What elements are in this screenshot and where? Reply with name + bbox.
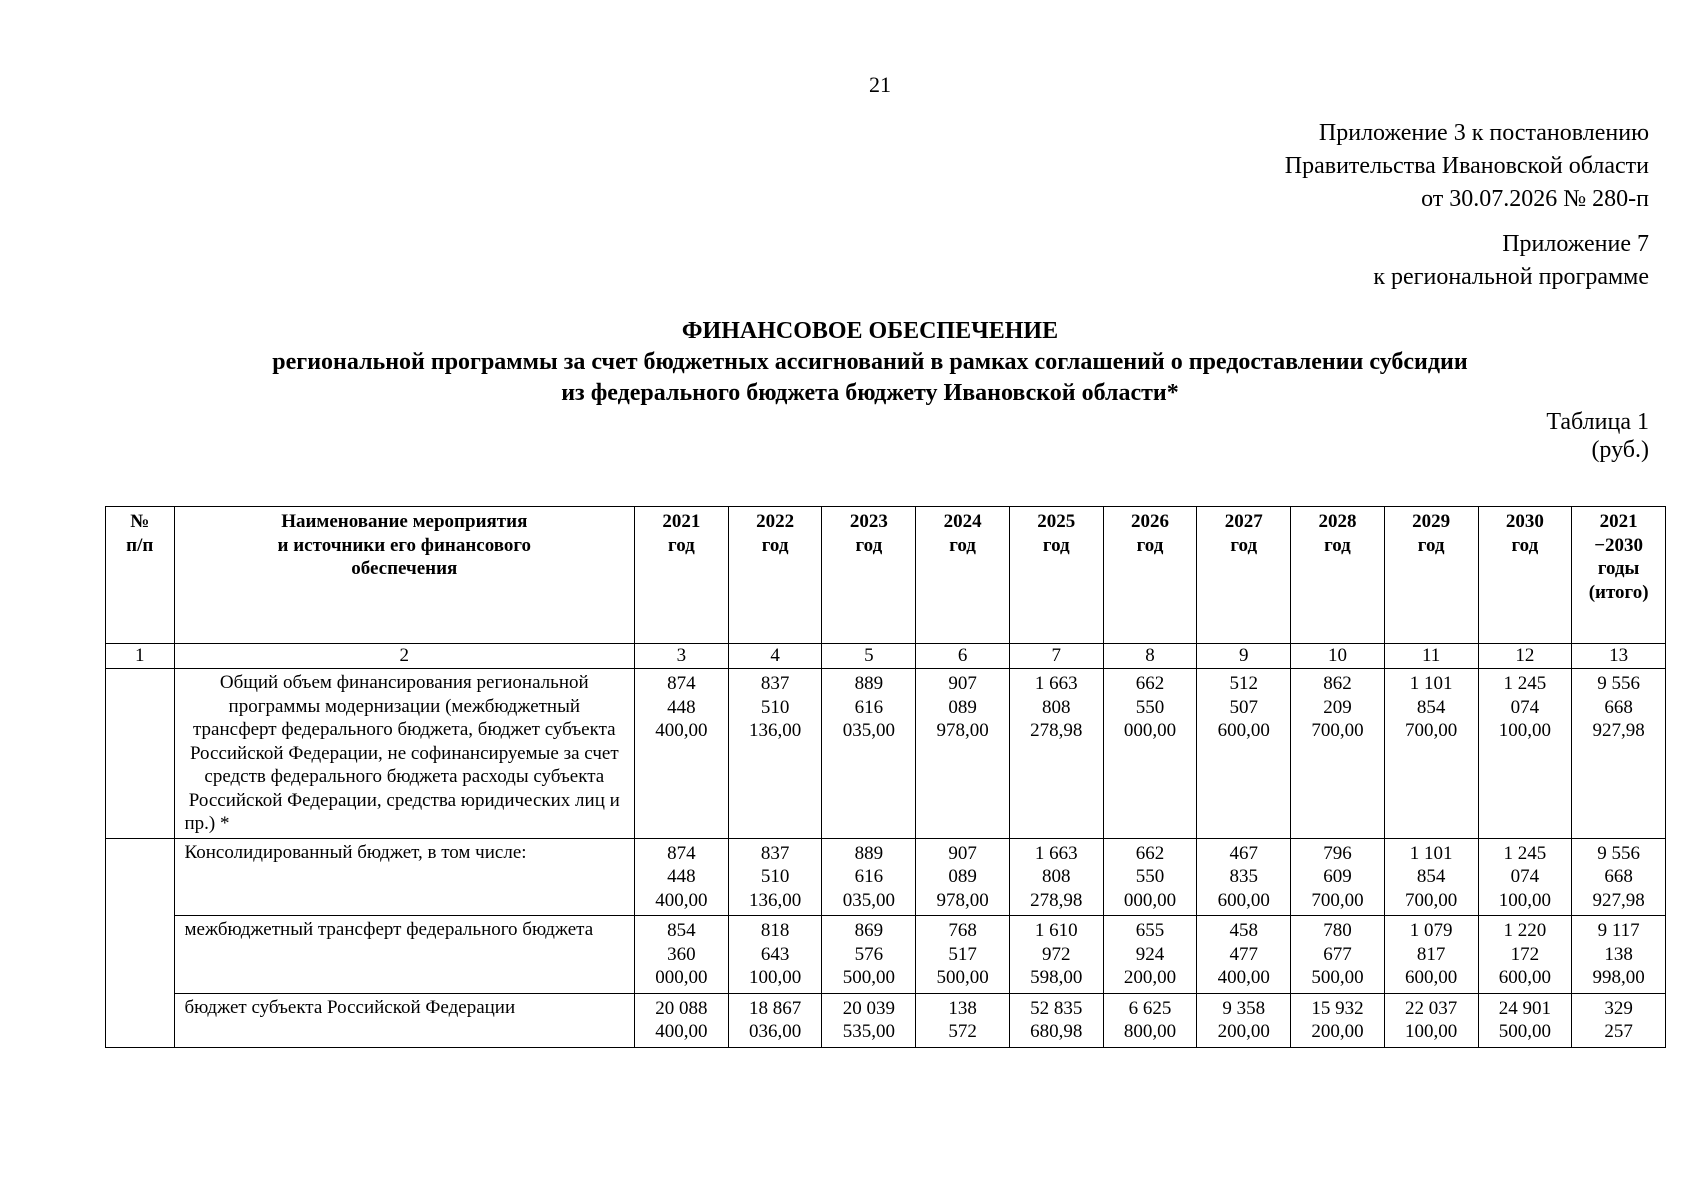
value-cell: 837 510 136,00 bbox=[728, 838, 822, 916]
value-cell: 818 643 100,00 bbox=[728, 916, 822, 994]
header-cell: 2025 год bbox=[1009, 507, 1103, 644]
header-cell: 2021 год bbox=[635, 507, 729, 644]
value-cell: 22 037 100,00 bbox=[1384, 993, 1478, 1047]
document-title bbox=[100, 316, 1640, 409]
header-cell: 2024 год bbox=[916, 507, 1010, 644]
row-number-cell bbox=[106, 838, 175, 1047]
value-cell: 854 360 000,00 bbox=[635, 916, 729, 994]
header-cell: 2030 год bbox=[1478, 507, 1572, 644]
value-cell: 138 572 bbox=[916, 993, 1010, 1047]
column-number-cell: 9 bbox=[1197, 644, 1291, 669]
table-row bbox=[106, 669, 1666, 839]
value-cell: 862 209 700,00 bbox=[1291, 669, 1385, 839]
value-cell: 662 550 000,00 bbox=[1103, 669, 1197, 839]
annex-3-reference bbox=[1285, 117, 1649, 216]
annex-7-line-2: к региональной программе bbox=[1373, 264, 1649, 290]
value-cell: 1 079 817 600,00 bbox=[1384, 916, 1478, 994]
column-number-cell: 11 bbox=[1384, 644, 1478, 669]
row-name-cell: межбюджетный трансферт федерального бюджета bbox=[174, 916, 635, 994]
column-number-row bbox=[106, 644, 1666, 669]
value-cell: 874 448 400,00 bbox=[635, 838, 729, 916]
table-units: (руб.) bbox=[1591, 437, 1649, 463]
row-name-cell: Общий объем финансирования региональной программы модернизации (межбюджетный трансферт федерального бюджета, бюджет субъекта Российской Федерации, не софинансируемые за счет средств федерального бюджета расходы субъекта Российской Федерации, средства юридических лиц и пр.) * bbox=[174, 669, 635, 839]
header-cell: № п/п bbox=[106, 507, 175, 644]
value-cell: 458 477 400,00 bbox=[1197, 916, 1291, 994]
value-cell: 1 220 172 600,00 bbox=[1478, 916, 1572, 994]
value-cell: 15 932 200,00 bbox=[1291, 993, 1385, 1047]
value-cell: 889 616 035,00 bbox=[822, 669, 916, 839]
value-cell: 869 576 500,00 bbox=[822, 916, 916, 994]
header-cell: 2029 год bbox=[1384, 507, 1478, 644]
value-cell: 9 556 668 927,98 bbox=[1572, 669, 1666, 839]
column-number-cell: 7 bbox=[1009, 644, 1103, 669]
value-cell: 796 609 700,00 bbox=[1291, 838, 1385, 916]
table-number: Таблица 1 bbox=[1546, 409, 1649, 435]
value-cell: 18 867 036,00 bbox=[728, 993, 822, 1047]
value-cell: 9 117 138 998,00 bbox=[1572, 916, 1666, 994]
header-cell: 2027 год bbox=[1197, 507, 1291, 644]
value-cell: 655 924 200,00 bbox=[1103, 916, 1197, 994]
column-number-cell: 1 bbox=[106, 644, 175, 669]
title-line-2: региональной программы за счет бюджетных ассигнований в рамках соглашений о предоставлении субсидии bbox=[272, 349, 1468, 375]
value-cell: 874 448 400,00 bbox=[635, 669, 729, 839]
header-cell: 2028 год bbox=[1291, 507, 1385, 644]
value-cell: 768 517 500,00 bbox=[916, 916, 1010, 994]
column-number-cell: 4 bbox=[728, 644, 822, 669]
column-number-cell: 12 bbox=[1478, 644, 1572, 669]
table-header-row bbox=[106, 507, 1666, 644]
table-row bbox=[106, 916, 1666, 994]
value-cell: 512 507 600,00 bbox=[1197, 669, 1291, 839]
value-cell: 1 245 074 100,00 bbox=[1478, 838, 1572, 916]
header-cell: Наименование мероприятия и источники его финансового обеспечения bbox=[174, 507, 635, 644]
column-number-cell: 2 bbox=[174, 644, 635, 669]
annex-7-line-1: Приложение 7 bbox=[1502, 231, 1649, 257]
value-cell: 24 901 500,00 bbox=[1478, 993, 1572, 1047]
financing-table bbox=[105, 506, 1666, 1048]
value-cell: 467 835 600,00 bbox=[1197, 838, 1291, 916]
value-cell: 1 245 074 100,00 bbox=[1478, 669, 1572, 839]
value-cell: 662 550 000,00 bbox=[1103, 838, 1197, 916]
header-cell: 2023 год bbox=[822, 507, 916, 644]
annex-3-line-1: Приложение 3 к постановлению bbox=[1318, 120, 1649, 146]
annex-3-line-2: Правительства Ивановской области bbox=[1284, 153, 1649, 179]
value-cell: 1 101 854 700,00 bbox=[1384, 669, 1478, 839]
column-number-cell: 8 bbox=[1103, 644, 1197, 669]
row-number-cell bbox=[106, 669, 175, 839]
value-cell: 1 101 854 700,00 bbox=[1384, 838, 1478, 916]
value-cell: 20 039 535,00 bbox=[822, 993, 916, 1047]
value-cell: 837 510 136,00 bbox=[728, 669, 822, 839]
value-cell: 20 088 400,00 bbox=[635, 993, 729, 1047]
value-cell: 1 663 808 278,98 bbox=[1009, 838, 1103, 916]
table-row bbox=[106, 838, 1666, 916]
column-number-cell: 6 bbox=[916, 644, 1010, 669]
value-cell: 329 257 bbox=[1572, 993, 1666, 1047]
column-number-cell: 5 bbox=[822, 644, 916, 669]
value-cell: 52 835 680,98 bbox=[1009, 993, 1103, 1047]
header-cell: 2022 год bbox=[728, 507, 822, 644]
value-cell: 6 625 800,00 bbox=[1103, 993, 1197, 1047]
column-number-cell: 13 bbox=[1572, 644, 1666, 669]
title-line-3: из федерального бюджета бюджету Ивановской области* bbox=[561, 380, 1179, 406]
row-name-cell: Консолидированный бюджет, в том числе: bbox=[174, 838, 635, 916]
row-name-cell: бюджет субъекта Российской Федерации bbox=[174, 993, 635, 1047]
table-row bbox=[106, 993, 1666, 1047]
value-cell: 907 089 978,00 bbox=[916, 838, 1010, 916]
header-cell: 2026 год bbox=[1103, 507, 1197, 644]
title-line-1: ФИНАНСОВОЕ ОБЕСПЕЧЕНИЕ bbox=[681, 318, 1059, 344]
annex-3-line-3: от 30.07.2026 № 280-п bbox=[1421, 186, 1649, 212]
value-cell: 1 663 808 278,98 bbox=[1009, 669, 1103, 839]
header-cell: 2021 −2030 годы (итого) bbox=[1572, 507, 1666, 644]
value-cell: 1 610 972 598,00 bbox=[1009, 916, 1103, 994]
column-number-cell: 3 bbox=[635, 644, 729, 669]
table-label bbox=[1546, 408, 1649, 464]
value-cell: 889 616 035,00 bbox=[822, 838, 916, 916]
value-cell: 780 677 500,00 bbox=[1291, 916, 1385, 994]
value-cell: 9 358 200,00 bbox=[1197, 993, 1291, 1047]
value-cell: 9 556 668 927,98 bbox=[1572, 838, 1666, 916]
annex-7-reference bbox=[1373, 228, 1649, 294]
value-cell: 907 089 978,00 bbox=[916, 669, 1010, 839]
column-number-cell: 10 bbox=[1291, 644, 1385, 669]
page-number: 21 bbox=[869, 72, 891, 97]
